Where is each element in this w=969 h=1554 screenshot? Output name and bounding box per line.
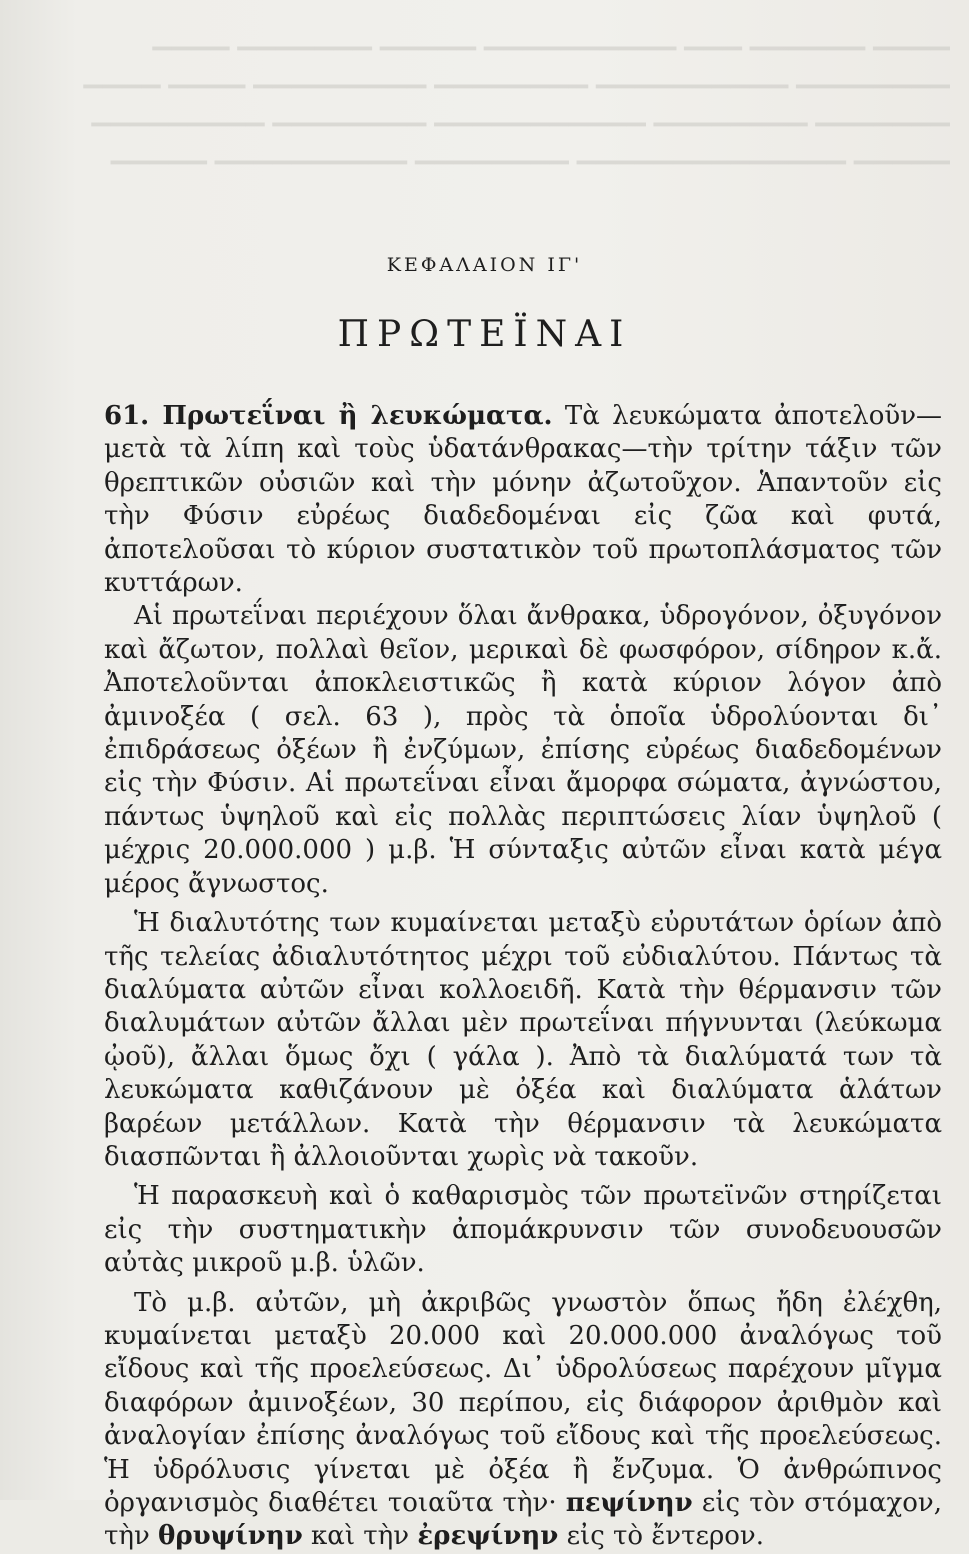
paragraph-4: Ἡ παρασκευὴ καὶ ὁ καθαρισμὸς τῶν πρωτεϊνῶν στηρίζεται εἰς τὴν συστηματικὴν ἀπομάκρυνσιν τῶν συνοδευουσῶν αὐτὰς μικροῦ μ.β. ὑλῶν. xyxy=(104,1181,942,1279)
term-trypsin: θρυψίνην xyxy=(158,1521,303,1552)
body-text xyxy=(104,400,942,1554)
paragraph-5-text-d: εἰς τὸ ἔντερον. xyxy=(566,1521,764,1552)
paragraph-2: Αἱ πρωτεΐναι περιέχουν ὅλαι ἄνθρακα, ὑδρογόνον, ὀξυγόνον καὶ ἄζωτον, πολλαὶ θεῖον, μερικαὶ δὲ φωσφόρον, σίδηρον κ.ἄ. Ἀποτελοῦνται ἀποκλειστικῶς ἢ κατὰ κύριον λόγον ἀπὸ ἀμινοξέα ( σελ. 63 ), πρὸς τὰ ὁποῖα ὑδρολύονται δι᾽ ἐπιδράσεως ὀξέων ἢ ἐνζύμων, ἐπίσης εὐρέως διαδεδομένων εἰς τὴν Φύσιν. Αἱ πρωτεΐναι εἶναι ἄμορφα σώματα, ἀγνώστου, πάντως ὑψηλοῦ καὶ εἰς πολλὰς περιπτώσεις λίαν ὑψηλοῦ ( μέχρις 20.000.000 ) μ.β. Ἡ σύνταξις αὐτῶν εἶναι κατὰ μέγα μέρος ἄγνωστος. xyxy=(104,601,942,899)
term-pepsin: πεψίνην xyxy=(565,1488,693,1518)
bleed-through-text: ▁▁▁▁ ▁▁▁▁▁▁ ▁▁▁ ▁▁▁▁▁▁▁▁▁▁ ▁▁▁▁▁ ▁▁▁▁▁▁▁ ▁▁▁▁ ▁▁▁▁▁▁▁▁ ▁▁▁▁▁▁▁▁▁▁ ▁▁▁▁▁▁▁▁ ▁▁▁▁▁▁▁▁▁ ▁▁▁▁ ▁▁▁▁ ▁▁▁▁▁▁▁ ▁▁▁▁▁▁▁▁ ▁▁▁▁▁▁▁▁▁▁▁ ▁▁▁▁▁▁▁▁ ▁▁▁▁▁▁▁▁▁ ▁▁▁▁▁ ▁▁▁▁▁▁▁▁▁▁▁▁▁▁ ▁▁▁▁▁▁▁▁ ▁▁▁▁▁▁▁▁▁▁ ▁▁▁▁▁ xyxy=(83,21,950,164)
paragraph-5-text-c: καὶ τὴν xyxy=(311,1521,410,1552)
chapter-title: ΠΡΩΤΕΪΝΑΙ xyxy=(337,314,632,355)
paragraph-1-text: Τὰ λευκώματα ἀποτελοῦν—μετὰ τὰ λίπη καὶ τοὺς ὑδατάνθρακας—τὴν τρίτην τάξιν τῶν θρεπτικῶν οὐσιῶν καὶ τὴν μόνην ἀζωτοῦχον. Ἁπαντοῦν εἰς τὴν Φύσιν εὐρέως διαδεδομέναι εἰς ζῶα καὶ φυτά, ἀποτελοῦσαι τὸ κύριον συστατικὸν τοῦ πρωτοπλάσματος τῶν κυττάρων. xyxy=(104,401,943,599)
paragraph-5-text-a: Τὸ μ.β. αὐτῶν, μὴ ἀκριβῶς γνωστὸν ὅπως ἤδη ἐλέχθη, κυμαίνεται μεταξὺ 20.000 καὶ 20.000.000 ἀναλόγως τοῦ εἴδους καὶ τῆς προελεύσεως. Δι᾽ ὑδρολύσεως παρέχουν μῖγμα διαφόρων ἀμινοξέων, 30 περίπου, εἰς διάφορον ἀριθμὸν καὶ ἀναλογίαν ἐπίσης ἀναλόγως τοῦ εἴδους καὶ τῆς προελεύσεως. Ἡ ὑδρόλυσις γίνεται μὲ ὀξέα ἢ ἔνζυμα. Ὁ ἀνθρώπινος ὀργανισμὸς διαθέτει τοιαῦτα τὴν· xyxy=(104,1287,942,1518)
chapter-label: ΚΕΦΑΛΑΙΟΝ ΙΓ' xyxy=(386,254,583,276)
term-erepsin: ἐρεψίνην xyxy=(417,1521,559,1552)
section-heading: 61. Πρωτεΐναι ἢ λευκώματα. xyxy=(104,401,553,431)
paragraph-1 xyxy=(104,400,942,600)
paragraph-5 xyxy=(104,1287,942,1554)
paragraph-3: Ἡ διαλυτότης των κυμαίνεται μεταξὺ εὐρυτάτων ὁρίων ἀπὸ τῆς τελείας ἀδιαλυτότητος μέχρι τοῦ εὐδιαλύτου. Πάντως τὰ διαλύματα αὐτῶν εἶναι κολλοειδῆ. Κατὰ τὴν θέρμανσιν τῶν διαλυμάτων αὐτῶν ἄλλαι μὲν πρωτεΐναι πήγνυνται (λεύκωμα ᾠοῦ), ἄλλαι ὅμως ὄχι ( γάλα ). Ἀπὸ τὰ διαλύματά των τὰ λευκώματα καθιζάνουν μὲ ὀξέα καὶ διαλύματα ἁλάτων βαρέων μετάλλων. Κατὰ τὴν θέρμανσιν τὰ λευκώματα διασπῶνται ἢ ἀλλοιοῦνται χωρὶς νὰ τακοῦν. xyxy=(104,908,942,1172)
paragraph-5-text-b: εἰς τὸν στόμαχον, τὴν xyxy=(104,1488,943,1552)
